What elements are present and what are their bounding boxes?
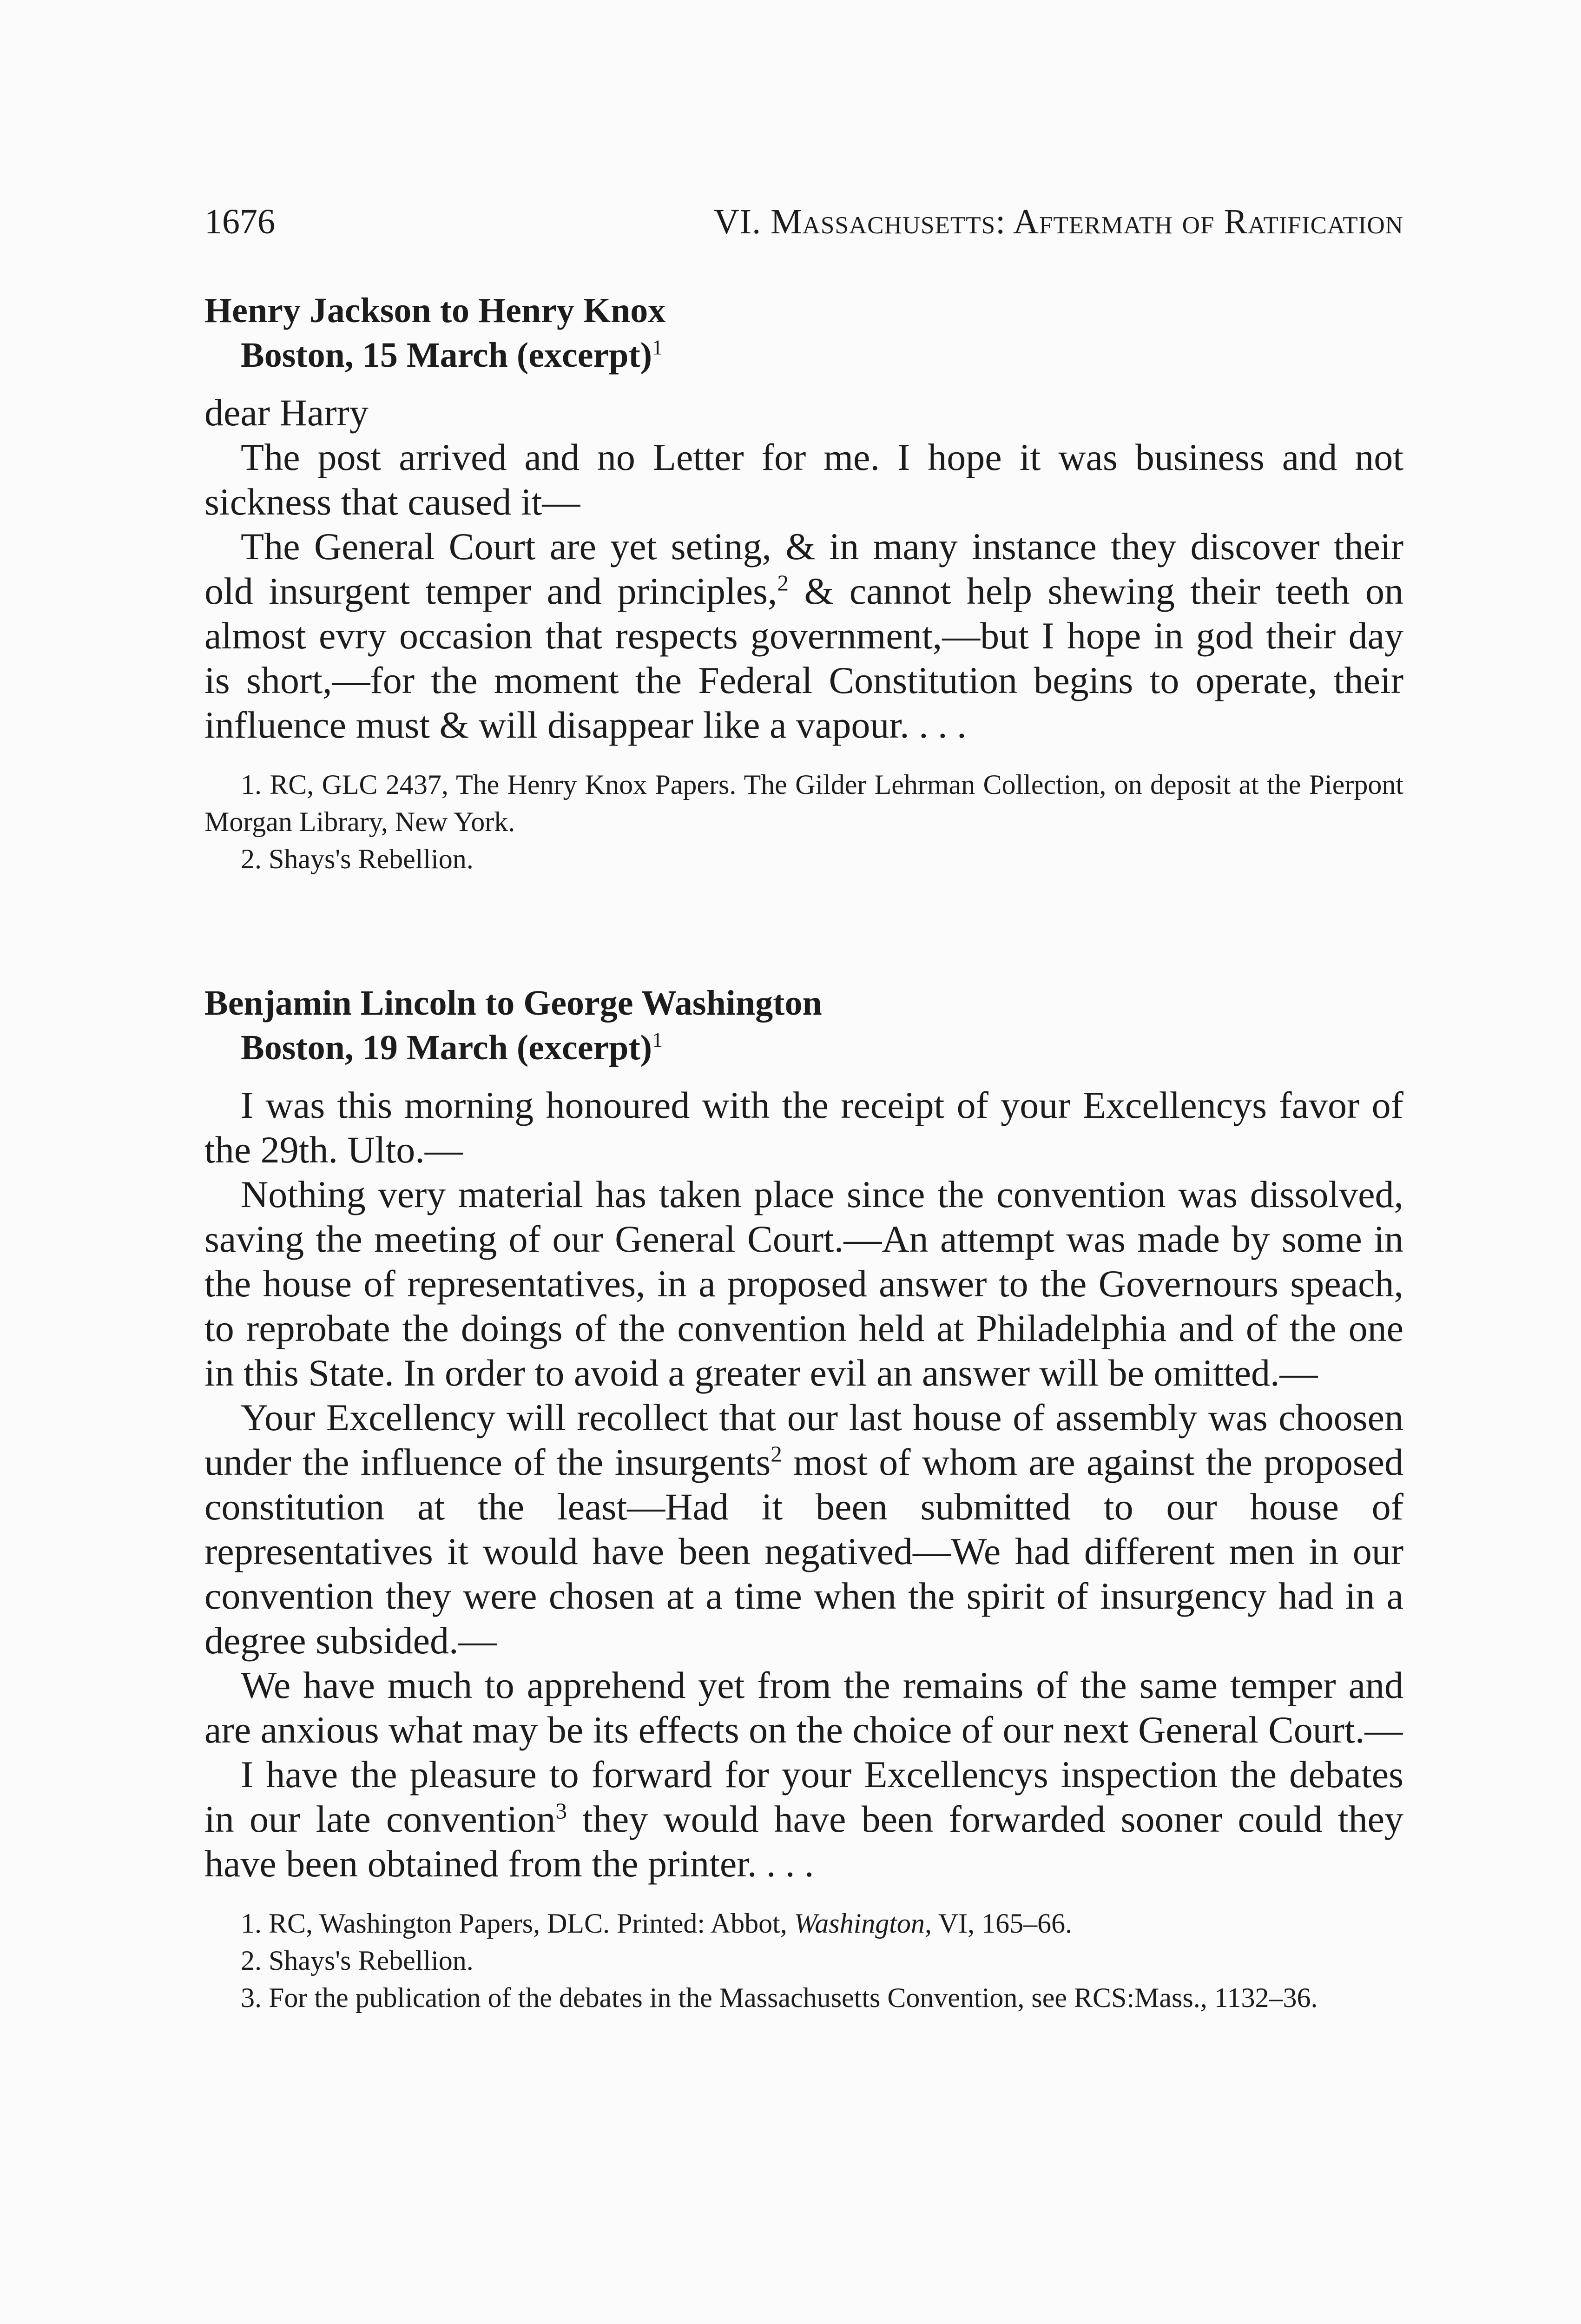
paragraph-text: they would have been forwarded sooner could they have been obtained from the printer. . . . xyxy=(204,1798,1403,1885)
footnote-ref: 3 xyxy=(555,1798,567,1824)
footnote: 2. Shays's Rebellion. xyxy=(241,844,474,874)
footnote-ref: 1 xyxy=(652,1028,663,1052)
document-jackson-to-knox xyxy=(204,288,1403,878)
footnote-ref: 1 xyxy=(652,335,663,359)
footnote-italic: Washington, xyxy=(794,1908,932,1939)
dateline-text: Boston, 19 March (excerpt) xyxy=(241,1028,652,1067)
document-dateline xyxy=(241,1025,1403,1070)
paragraph: The post arrived and no Letter for me. I hope it was business and not sickness that caused it— xyxy=(204,436,1403,523)
document-title: Benjamin Lincoln to George Washington xyxy=(204,984,822,1023)
footnote: 3. For the publication of the debates in the Massachusetts Convention, see RCS:Mass., 1132–36. xyxy=(241,1982,1318,2013)
paragraph: We have much to apprehend yet from the remains of the same temper and are anxious what may be its effects on the choice of our next General Court.— xyxy=(204,1664,1403,1751)
salutation: dear Harry xyxy=(204,391,369,434)
footnote: 1. RC, GLC 2437, The Henry Knox Papers. The Gilder Lehrman Collection, on deposit at the Pierpont Morgan Library, New York. xyxy=(204,769,1403,837)
footnote xyxy=(204,1905,1403,1942)
paragraph xyxy=(204,1395,1403,1663)
dateline-text: Boston, 15 March (excerpt) xyxy=(241,336,652,375)
running-head: VI. Massachusetts: Aftermath of Ratification xyxy=(713,202,1403,241)
footnote: 2. Shays's Rebellion. xyxy=(241,1945,474,1976)
paragraph xyxy=(204,524,1403,747)
footnotes xyxy=(204,1905,1403,2016)
paragraph-text: most of whom are against the proposed constitution at the least—Had it been submitted to our house of representatives it would have been negatived—We had different men in our convention they were chosen at a time when the spirit of insurgency had in a degree subsided.— xyxy=(204,1441,1403,1662)
document-dateline xyxy=(241,333,1403,377)
paragraph: I was this morning honoured with the receipt of your Excellencys favor of the 29th. Ulto.— xyxy=(204,1084,1403,1171)
document-title: Henry Jackson to Henry Knox xyxy=(204,291,666,330)
footnote-text: 1. RC, Washington Papers, DLC. Printed: Abbot, xyxy=(241,1908,794,1939)
paragraph-text: The General Court are yet seting, & in many instance they discover their old insurgent temper and principles, xyxy=(204,525,1403,612)
page-number: 1676 xyxy=(204,202,275,241)
paragraph-text: Your Excellency will recollect that our last house of assembly was choosen under the influence of the insurgents xyxy=(204,1396,1403,1483)
document-lincoln-to-washington xyxy=(204,981,1403,2016)
paragraph-text: I have the pleasure to forward for your Excellencys inspection the debates in our late convention xyxy=(204,1753,1403,1840)
footnotes xyxy=(204,766,1403,878)
footnote-text: VI, 165–66. xyxy=(931,1908,1073,1939)
footnote-ref: 2 xyxy=(777,570,789,596)
paragraph xyxy=(204,1752,1403,1886)
paragraph-text: & cannot help shewing their teeth on almost evry occasion that respects government,—but I hope in god their day is short,—for the moment the Federal Constitution begins to operate, their influence must & will disappear like a vapour. . . . xyxy=(204,570,1403,746)
footnote-ref: 2 xyxy=(771,1441,782,1467)
paragraph: Nothing very material has taken place since the convention was dissolved, saving the meeting of our General Court.—An attempt was made by some in the house of representatives, in a proposed answer to the Governours speach, to reprobate the doings of the convention held at Philadelphia and of the one in this State. In order to avoid a greater evil an answer will be omitted.— xyxy=(204,1173,1403,1394)
